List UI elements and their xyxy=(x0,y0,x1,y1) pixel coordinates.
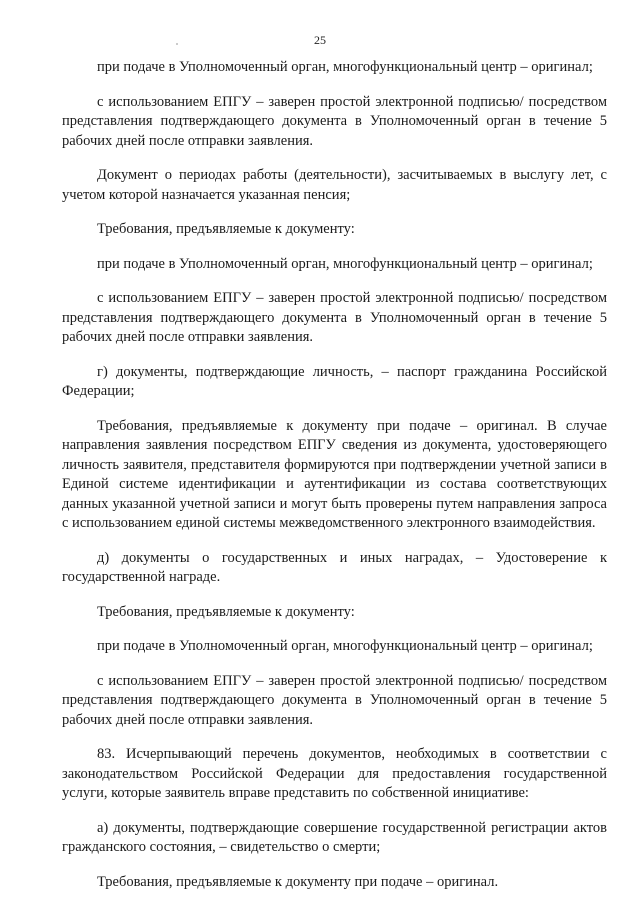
scan-speck xyxy=(176,43,178,45)
paragraph-identity-documents: г) документы, подтверждающие личность, – паспорт гражданина Российской Федерации; xyxy=(62,363,607,399)
paragraph-civil-registration: а) документы, подтверждающие совершение государственной регистрации актов гражданского состояния, – свидетельство о смерти; xyxy=(62,819,607,855)
paragraph-submission-original: при подаче в Уполномоченный орган, многофункциональный центр – оригинал; xyxy=(97,638,593,654)
paragraph-epgu-signature: с использованием ЕПГУ – заверен простой электронной подписью/ посредством представления подтверждающего документа в Уполномоченный орган в течение 5 рабочих дней после отправки заявления. xyxy=(62,93,607,149)
paragraph-requirements: Требования, предъявляемые к документу: xyxy=(97,221,355,237)
paragraph-award-documents: д) документы о государственных и иных наградах, – Удостоверение к государственной награде. xyxy=(62,549,607,585)
paragraph-requirements-original: Требования, предъявляемые к документу при подаче – оригинал. xyxy=(97,873,499,890)
paragraph-requirements: Требования, предъявляемые к документу: xyxy=(97,603,355,620)
paragraph-work-periods-document: Документ о периодах работы (деятельности), засчитываемых в выслугу лет, с учетом которой назначается указанная пенсия; xyxy=(62,167,607,203)
paragraph-identity-requirements: Требования, предъявляемые к документу при подаче – оригинал. В случае направления заявления посредством ЕПГУ сведения из документа, удостоверяющего личность заявителя, представителя формируются при подтверждении учетной записи в Единой системе идентификации и аутентификации из состава соответствующих данных указанной учетной записи и могут быть проверены путем направления запроса с использованием единой системы межведомственного электронного взаимодействия. xyxy=(62,417,607,531)
paragraph-submission-original: при подаче в Уполномоченный орган, многофункциональный центр – оригинал; xyxy=(97,255,593,272)
document-body xyxy=(62,58,607,907)
page-number: 25 xyxy=(314,33,326,47)
paragraph-submission-original: при подаче в Уполномоченный орган, многофункциональный центр – оригинал; xyxy=(97,59,593,75)
paragraph-epgu-signature: с использованием ЕПГУ – заверен простой электронной подписью/ посредством представления подтверждающего документа в Уполномоченный орган в течение 5 рабочих дней после отправки заявления. xyxy=(62,290,607,345)
paragraph-epgu-signature: с использованием ЕПГУ – заверен простой электронной подписью/ посредством представления подтверждающего документа в Уполномоченный орган в течение 5 рабочих дней после отправки заявления. xyxy=(62,672,607,728)
paragraph-section-83: 83. Исчерпывающий перечень документов, необходимых в соответствии с законодательством Российской Федерации для предоставления государственной услуги, которые заявитель вправе представить по собственной инициативе: xyxy=(62,746,607,801)
